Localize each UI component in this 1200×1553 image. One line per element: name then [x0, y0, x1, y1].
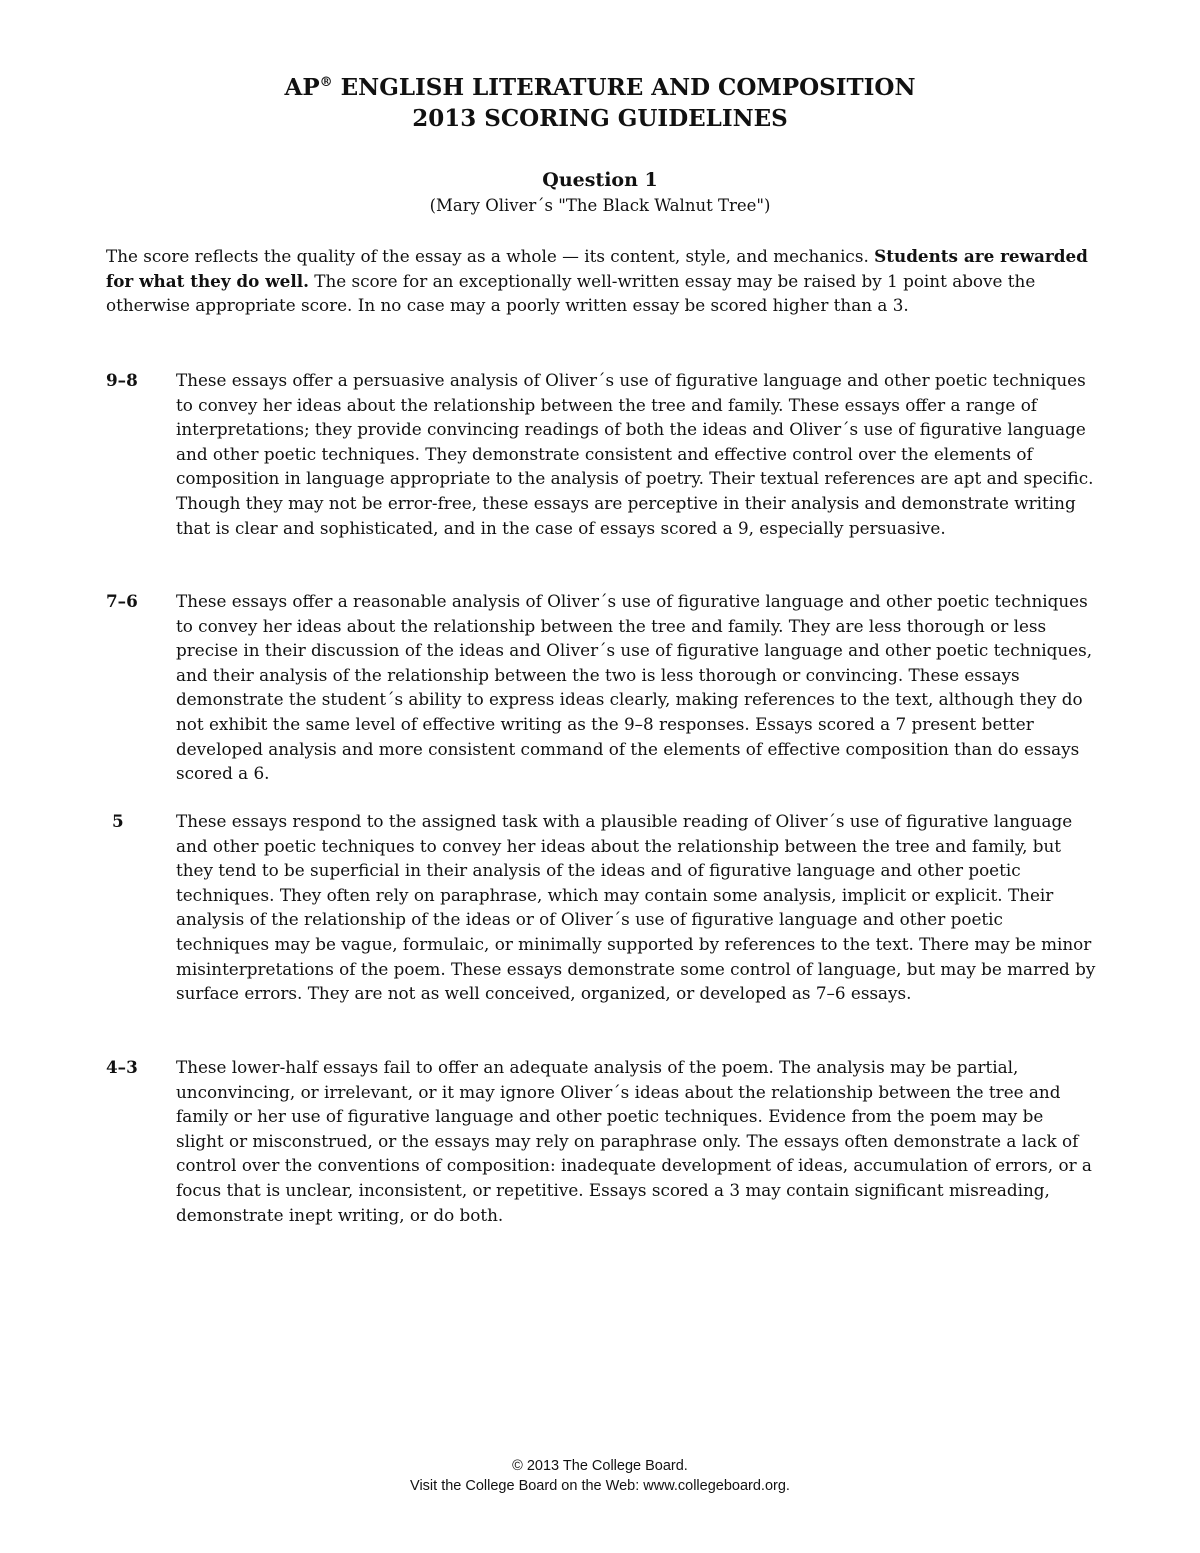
- score-label: 9–8: [106, 370, 138, 390]
- header-ap: AP: [284, 74, 320, 101]
- score-description: These essays offer a persuasive analysis of Oliver´s use of figurative language and other poetic techniques to convey her ideas about the relationship between the tree and family. These essays offer a range of interpretations; they provide convincing readings of both the ideas and Oliver´s use of figurative language and other poetic techniques. They demonstrate consistent and effective control over the elements of composition in language appropriate to the analysis of poetry. Their textual references are apt and specific. Though they may not be error-free, these essays are perceptive in their analysis and demonstrate writing that is clear and sophisticated, and in the case of essays scored a 9, especially persuasive.: [176, 370, 1094, 538]
- document-footer: [0, 1456, 1200, 1496]
- document-header: [0, 72, 1200, 134]
- score-label: 5: [112, 811, 124, 831]
- score-description: These lower-half essays fail to offer an adequate analysis of the poem. The analysis may be partial, unconvincing, or irrelevant, or it may ignore Oliver´s ideas about the relationship between the tree and family or her use of figurative language and other poetic techniques. Evidence from the poem may be slight or misconstrued, or the essays may rely on paraphrase only. The essays often demonstrate a lack of control over the conventions of composition: inadequate development of ideas, accumulation of errors, or a focus that is unclear, inconsistent, or repetitive. Essays scored a 3 may contain significant misreading, demonstrate inept writing, or do both.: [176, 1057, 1092, 1225]
- intro-paragraph: [106, 244, 1096, 318]
- score-block-7-6: [106, 589, 1096, 786]
- question-heading: [0, 167, 1200, 219]
- intro-text-b: The score for an exceptionally well-written essay may be raised by 1 point above the otherwise appropriate score. In no case may a poorly written essay be scored higher than a 3.: [106, 270, 1036, 316]
- header-title-line: [0, 72, 1200, 103]
- question-subtitle: (Mary Oliver´s "The Black Walnut Tree"): [429, 196, 771, 215]
- score-block-9-8: [106, 368, 1096, 540]
- header-title-rest: ENGLISH LITERATURE AND COMPOSITION: [332, 74, 916, 101]
- intro-text-a: The score reflects the quality of the essay as a whole — its content, style, and mechanics.: [106, 246, 875, 266]
- score-label: 4–3: [106, 1057, 138, 1077]
- intro-bold-text: Students are rewarded for what they do well.: [106, 246, 1088, 291]
- question-title: Question 1: [542, 169, 658, 191]
- score-block-5: [106, 809, 1096, 1006]
- score-description: These essays offer a reasonable analysis of Oliver´s use of figurative language and other poetic techniques to convey her ideas about the relationship between the tree and family. They are less thorough or less precise in their discussion of the ideas and Oliver´s use of figurative language and other poetic techniques, and their analysis of the relationship between the two is less thorough or convincing. These essays demonstrate the student´s ability to express ideas clearly, making references to the text, although they do not exhibit the same level of effective writing as the 9–8 responses. Essays scored a 7 present better developed analysis and more consistent command of the elements of effective composition than do essays scored a 6.: [176, 591, 1093, 784]
- header-subtitle-line: 2013 SCORING GUIDELINES: [412, 105, 788, 132]
- score-label: 7–6: [106, 591, 138, 611]
- score-block-4-3: [106, 1055, 1096, 1227]
- registered-mark: ®: [319, 75, 333, 90]
- score-description: These essays respond to the assigned task with a plausible reading of Oliver´s use of figurative language and other poetic techniques to convey her ideas about the relationship between the tree and family, but they tend to be superficial in their analysis of the ideas and of figurative language and other poetic techniques. They often rely on paraphrase, which may contain some analysis, implicit or explicit. Their analysis of the relationship of the ideas or of Oliver´s use of figurative language and other poetic techniques may be vague, formulaic, or minimally supported by references to the text. There may be minor misinterpretations of the poem. These essays demonstrate some control of language, but may be marred by surface errors. They are not as well conceived, organized, or developed as 7–6 essays.: [176, 811, 1096, 1004]
- footer-website: Visit the College Board on the Web: www.collegeboard.org.: [410, 1478, 790, 1494]
- footer-copyright: © 2013 The College Board.: [512, 1458, 688, 1474]
